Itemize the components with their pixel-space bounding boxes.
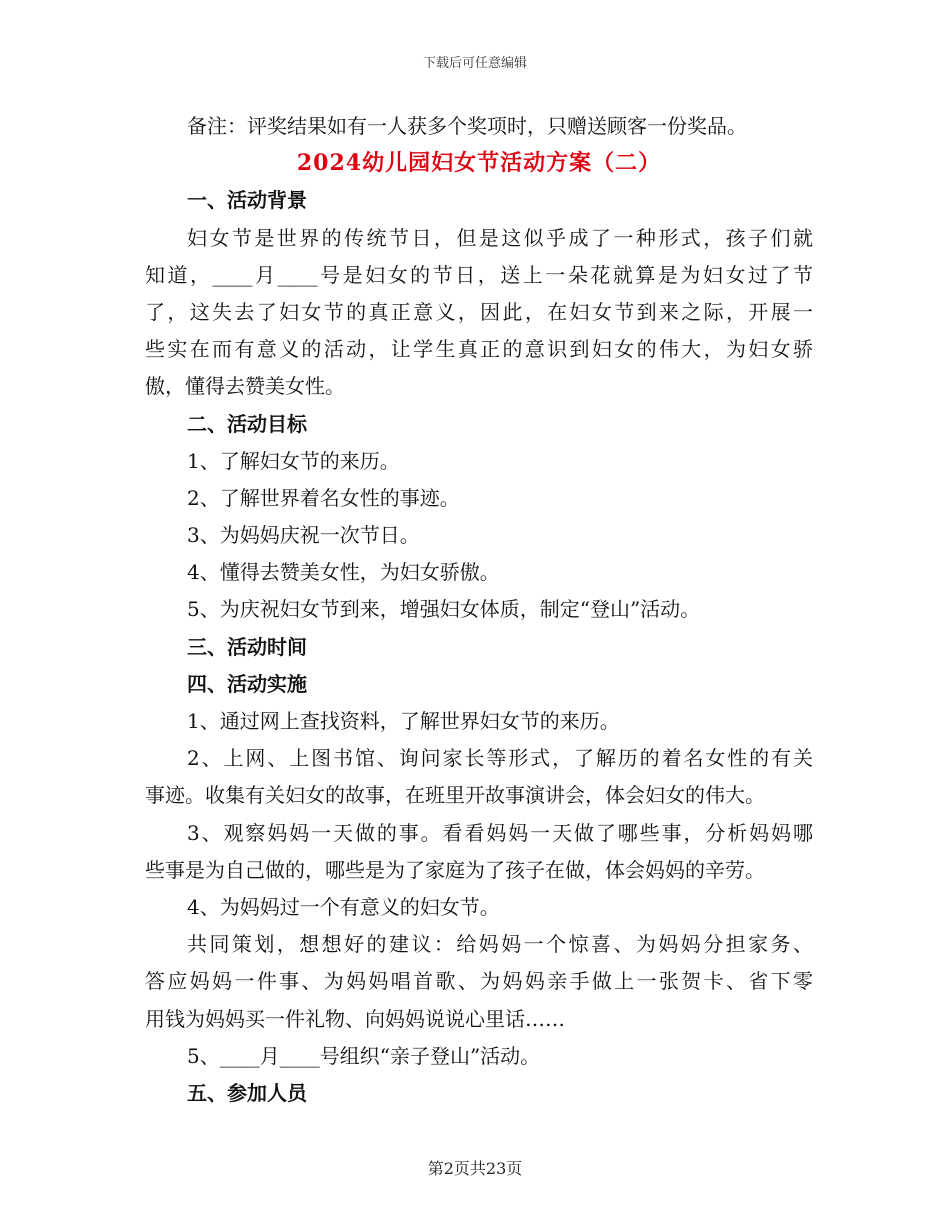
list-item: 3、为妈妈庆祝一次节日。 (187, 523, 420, 548)
paragraph-line: 妇女节是世界的传统节日，但是这似乎成了一种形式，孩子们就 (187, 225, 813, 250)
remark-line: 备注：评奖结果如有一人获多个奖项时，只赠送顾客一份奖品。 (187, 114, 747, 138)
paragraph-line: 答应妈妈一件事、为妈妈唱首歌、为妈妈亲手做上一张贺卡、省下零 (145, 969, 813, 994)
paragraph-line: 傲，懂得去赞美女性。 (145, 374, 345, 399)
section-heading-background: 一、活动背景 (187, 188, 307, 213)
paragraph-line: 用钱为妈妈买一件礼物、向妈妈说说心里话…… (145, 1006, 565, 1031)
paragraph-line: 1、通过网上查找资料，了解世界妇女节的来历。 (187, 709, 620, 733)
section-heading-time: 三、活动时间 (187, 634, 307, 659)
document-body (145, 108, 813, 1112)
paragraph-line: 2、上网、上图书馆、询问家长等形式，了解历的着名女性的有关 (187, 746, 813, 771)
list-item: 1、了解妇女节的来历。 (187, 448, 400, 473)
paragraph-line: 3、观察妈妈一天做的事。看看妈妈一天做了哪些事，分析妈妈哪 (187, 820, 813, 845)
paragraph-line: 事迹。收集有关妇女的故事，在班里开故事演讲会，体会妇女的伟大。 (145, 783, 765, 808)
page-number: 第2页共23页 (427, 1159, 523, 1178)
paragraph-line: 5、____月____号组织“亲子登山”活动。 (187, 1043, 541, 1068)
paragraph-line: 些事是为自己做的，哪些是为了家庭为了孩子在做，体会妈妈的辛劳。 (145, 857, 765, 882)
paragraph-line: 共同策划，想想好的建议：给妈妈一个惊喜、为妈妈分担家务、 (187, 932, 813, 957)
paragraph-line: 些实在而有意义的活动，让学生真正的意识到妇女的伟大，为妇女骄 (145, 337, 813, 362)
paragraph-line: 了，这失去了妇女节的真正意义，因此，在妇女节到来之际，开展一 (145, 299, 813, 324)
document-title: 2024幼儿园妇女节活动方案（二） (296, 150, 662, 177)
section-heading-participants: 五、参加人员 (187, 1080, 307, 1105)
paragraph-line: 知道，____月____号是妇女的节日，送上一朵花就算是为妇女过了节 (145, 262, 813, 287)
list-item: 2、了解世界着名女性的事迹。 (187, 485, 460, 510)
section-heading-goals: 二、活动目标 (187, 411, 307, 436)
list-item: 5、为庆祝妇女节到来，增强妇女体质，制定“登山”活动。 (187, 597, 701, 622)
list-item: 4、懂得去赞美女性，为妇女骄傲。 (187, 560, 500, 585)
paragraph-line: 4、为妈妈过一个有意义的妇女节。 (187, 894, 500, 919)
header-note: 下载后可任意编辑 (422, 56, 527, 71)
section-heading-implementation: 四、活动实施 (187, 671, 307, 696)
